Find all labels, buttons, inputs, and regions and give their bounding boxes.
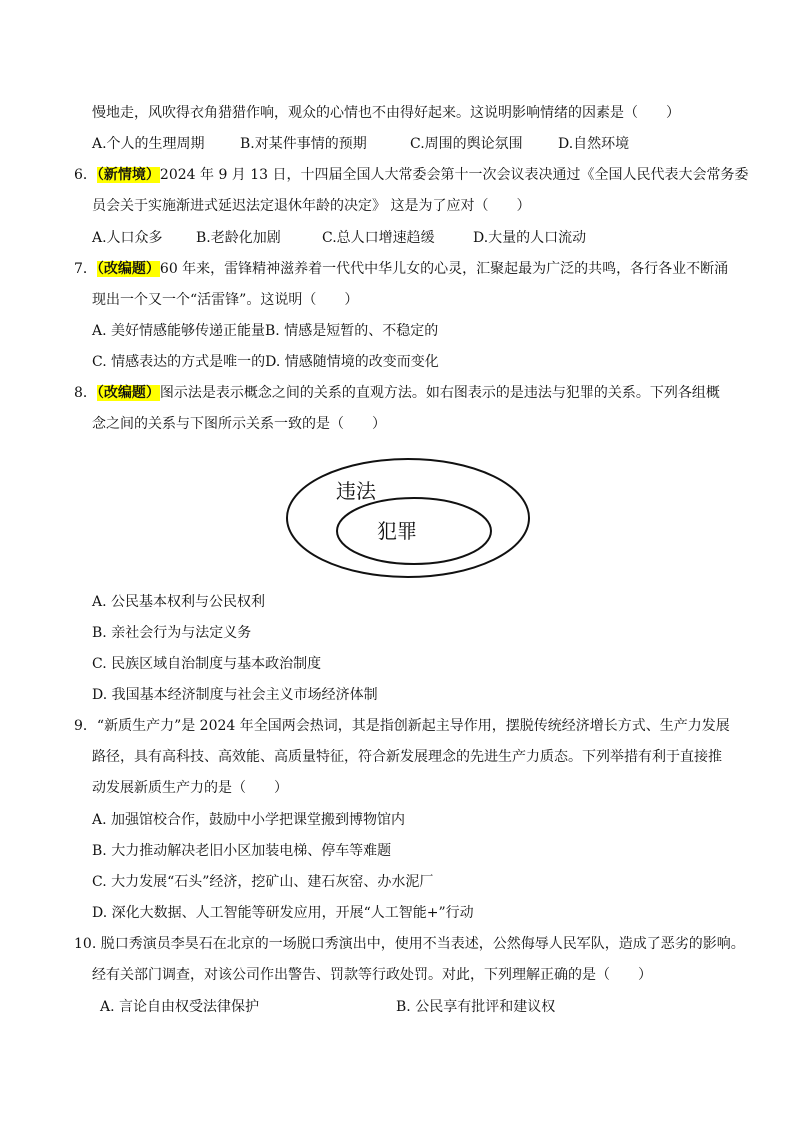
q7-options-row-2: C. 情感表达的方式是唯一的D. 情感随情境的改变而变化 [92, 354, 439, 370]
question-text: 2024 年 9 月 13 日，十四届全国人大常委会第十一次会议表决通过《全国人民代表大会常务委 [159, 167, 749, 183]
q6-option-a: A.人口众多 [92, 230, 163, 246]
question-number: 9． [74, 718, 97, 734]
question-number: 6． [74, 167, 97, 183]
question-text: 脱口秀演员李昊石在北京的一场脱口秀演出中，使用不当表述，公然侮辱人民军队，造成了恶劣的影响。 [100, 936, 745, 952]
q9-option-a: A. 加强馆校合作，鼓励中小学把课堂搬到博物馆内 [92, 812, 406, 828]
q10-stem-line-2: 经有关部门调查，对该公司作出警告、罚款等行政处罚。对此，下列理解正确的是（ ） [92, 967, 652, 983]
q5-option-d: D.自然环境 [558, 136, 630, 152]
question-tag: （新情境） [96, 167, 160, 183]
question-number: 7． [74, 261, 97, 277]
venn-diagram [284, 456, 532, 580]
q6-option-d: D.大量的人口流动 [473, 230, 587, 246]
q9-option-c: C. 大力发展“石头”经济，挖矿山、建石灰窑、办水泥厂 [92, 874, 434, 890]
q8-option-a: A. 公民基本权利与公民权利 [92, 594, 266, 610]
q9-stem-line-3: 动发展新质生产力的是（ ） [92, 780, 288, 796]
question-text: 60 年来，雷锋精神滋养着一代代中华儿女的心灵，汇聚起最为广泛的共鸣，各行各业不断涌 [159, 261, 729, 277]
inner-label: 犯罪 [377, 519, 417, 543]
q5-option-a: A.个人的生理周期 [92, 136, 205, 152]
q6-stem-line-2: 员会关于实施渐进式延迟法定退休年龄的决定》 这是为了应对（ ） [92, 198, 531, 214]
outer-label: 违法 [336, 479, 376, 503]
q5-option-c: C.周围的舆论氛围 [410, 136, 523, 152]
question-number: 8． [74, 385, 97, 401]
q9-stem-line-2: 路径，具有高科技、高效能、高质量特征，符合新发展理念的先进生产力质态。下列举措有利于直接推 [92, 749, 722, 765]
q5-stem-continuation: 慢地走，风吹得衣角猎猎作响，观众的心情也不由得好起来。这说明影响情绪的因素是（ ） [92, 105, 680, 121]
q7-stem-line-1 [74, 259, 728, 279]
q9-option-d: D. 深化大数据、人工智能等研发应用，开展“人工智能+”行动 [92, 905, 474, 921]
question-tag: （改编题） [96, 261, 160, 277]
q10-option-b: B. 公民享有批评和建议权 [396, 999, 556, 1015]
question-text: “新质生产力”是 2024 年全国两会热词，其是指创新起主导作用，摆脱传统经济增长方式、生产力发展 [96, 718, 730, 734]
q10-option-a: A. 言论自由权受法律保护 [100, 999, 260, 1015]
q6-option-b: B.老龄化加剧 [196, 230, 281, 246]
question-tag: （改编题） [96, 385, 160, 401]
q9-stem-line-1 [74, 716, 730, 736]
q8-stem-line-2: 念之间的关系与下图所示关系一致的是（ ） [92, 416, 386, 432]
q8-option-b: B. 亲社会行为与法定义务 [92, 625, 252, 641]
q7-stem-line-2: 现出一个又一个“活雷锋”。这说明（ ） [92, 292, 359, 308]
q10-stem-line-1 [74, 934, 745, 954]
q5-option-b: B.对某件事情的预期 [240, 136, 367, 152]
outer-ellipse [287, 459, 529, 577]
q6-option-c: C.总人口增速趋缓 [322, 230, 435, 246]
q8-option-d: D. 我国基本经济制度与社会主义市场经济体制 [92, 687, 378, 703]
q7-options-row-1: A. 美好情感能够传递正能量B. 情感是短暂的、不稳定的 [92, 323, 439, 339]
q6-stem-line-1 [74, 165, 749, 185]
q9-option-b: B. 大力推动解决老旧小区加装电梯、停车等难题 [92, 843, 392, 859]
q8-option-c: C. 民族区域自治制度与基本政治制度 [92, 656, 322, 672]
question-number: 10. [74, 936, 97, 952]
q8-stem-line-1 [74, 383, 720, 403]
question-text: 图示法是表示概念之间的关系的直观方法。如右图表示的是违法与犯罪的关系。下列各组概 [159, 385, 720, 401]
